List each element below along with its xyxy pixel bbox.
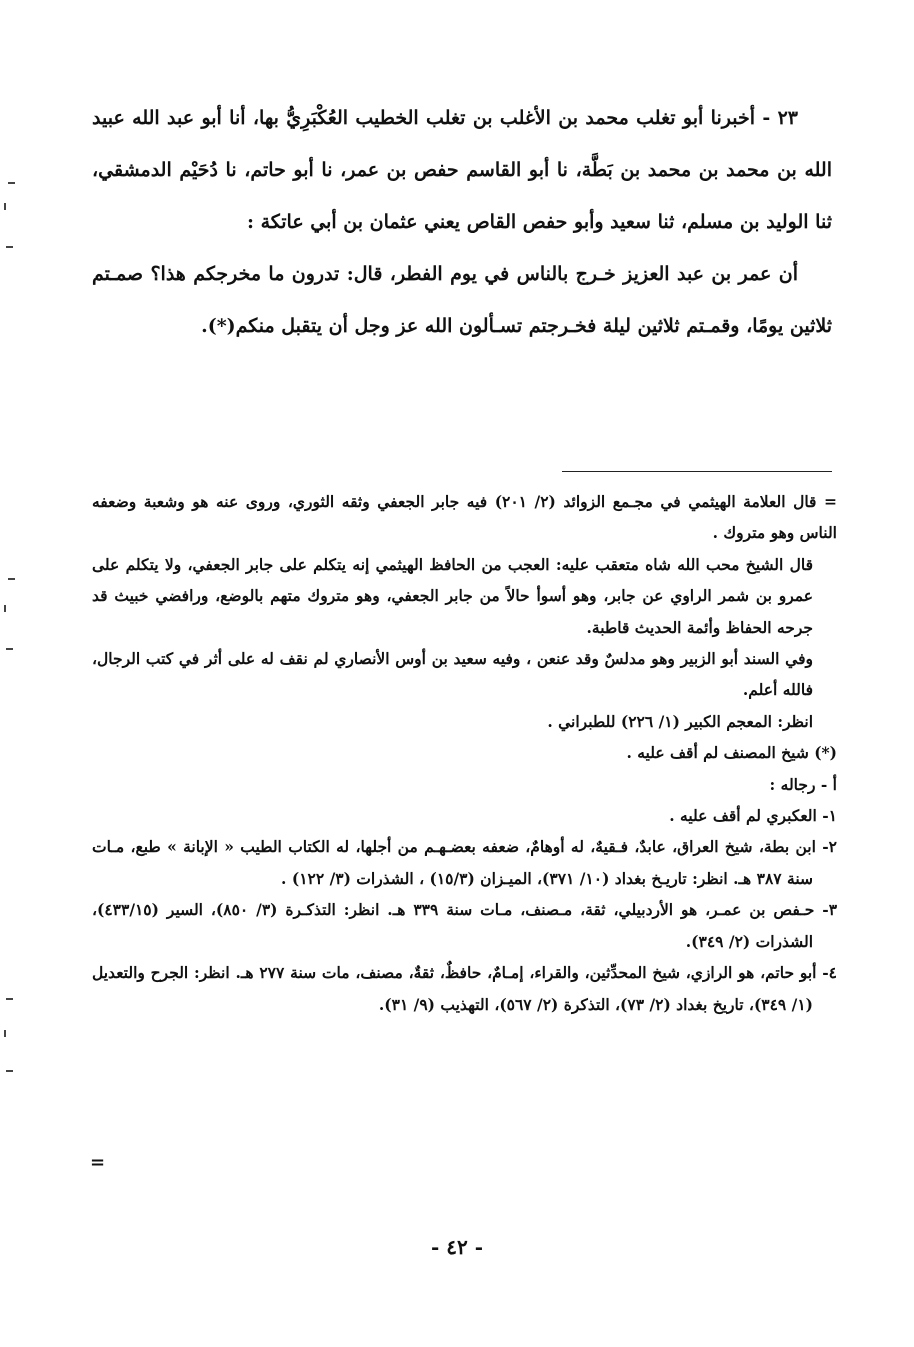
footnote-line: قال الشيخ محب الله شاه متعقب عليه: العجب من الحافظ الهيثمي إنه يتكلم على جابر الجعفي، ولا يتكلم على عمرو بن شمر الراوي عن جابر، وهو أسوأ حالاً من جابر الجعفي، وهو متروك متهم بالوضع، ورافضي خبيث قد جرحه الحفاظ وأئمة الحديث قاطبة.: [92, 554, 813, 637]
scan-mark: [4, 605, 6, 612]
narrator-entry: ٤- أبو حاتم، هو الرازي، شيخ المحدِّثين، والقراء، إمـامٌ، حافظٌ، ثقةٌ، مصنف، مات سنة ٢٧٧ هـ. انظر: الجرح والتعديل (١/ ٣٤٩)، تاريخ بغداد (٢/ ٧٣)، التذكرة (٢/ ٥٦٧)، التهذيب (٩/ ٣١).: [92, 963, 837, 1014]
narrator-entry: ٢- ابن بطة، شيخ العراق، عابدٌ، فـقيهٌ، له أوهامٌ، ضعفه بعضـهـم من أجلها، له الكتاب الطيب « الإبانة » طبع، مـات سنة ٣٨٧ هـ. انظر: تاريـخ بغداد (١٠/ ٣٧١)، الميـزان (١٥/٣) ، الشذرات (٣/ ١٢٢) .: [92, 837, 837, 888]
narrator-entry: ١- العكبري لم أقف عليه .: [669, 806, 837, 826]
scan-mark: [6, 998, 13, 1000]
scan-mark: [6, 246, 13, 248]
scan-mark: [8, 182, 15, 184]
page-number: - ٤٢ -: [430, 1235, 483, 1259]
scan-mark: [6, 648, 13, 650]
narrator-entry: ٣- حـفص بن عمـر، هو الأردبيلي، ثقة، مـصنف، مـات سنة ٣٣٩ هـ. انظر: التذكـرة (٣/ ٨٥٠)، السير (٤٣٣/١٥)، الشذرات (٢/ ٣٤٩).: [92, 900, 838, 951]
scan-mark: [6, 1070, 13, 1072]
scan-mark: [4, 203, 6, 210]
hadith-isnad-paragraph: ٢٣ - أخبرنا أبو تغلب محمد بن الأغلب بن تغلب الخطيب العُكْبَرِيُّ بها، أنا أبو عبد الله عبيد الله بن محمد بن محمد بن بَطَّة، نا أبو القاسم حفص بن عمر، نا أبو حاتم، نا دُحَيْم الدمشقي، ثنا الوليد بن مسلم، ثنا سعيد وأبو حفص القاص يعني عثمان بن أبي عاتكة :: [92, 107, 832, 233]
footnote-line: (*) شيخ المصنف لم أقف عليه .: [626, 743, 837, 763]
hadith-matn-paragraph: أن عمر بن عبد العزيز خـرج بالناس في يوم الفطر، قال: تدرون ما مخرجكم هذا؟ صمـتم ثلاثين يومًا، وقمـتم ثلاثين ليلة فخـرجتم تسـألون الله عز وجل أن يتقبل منكم(*).: [92, 263, 832, 337]
continuation-mark: =: [90, 1152, 106, 1173]
footnote-line: انظر: المعجم الكبير (١/ ٢٢٦) للطبراني .: [547, 711, 813, 731]
scan-mark: [8, 578, 15, 580]
scan-mark: [4, 1030, 6, 1037]
footnote-subheading: أ - رجاله :: [769, 774, 837, 794]
main-text-block: [92, 92, 832, 352]
footnote-line: = قال العلامة الهيثمي في مجـمع الزوائد (٢/ ٢٠١) فيه جابر الجعفي وثقه الثوري، وروى عنه هو وشعبة وضعفه الناس وهو متروك .: [92, 492, 837, 543]
footnote-line: وفي السند أبو الزبير وهو مدلسٌ وقد عنعن ، وفيه سعيد بن أوس الأنصاري لم نقف له على أثر في كتب الرجال، فالله أعلم.: [92, 649, 813, 700]
footnote-separator: [562, 471, 832, 472]
footnotes-block: [92, 486, 837, 1020]
